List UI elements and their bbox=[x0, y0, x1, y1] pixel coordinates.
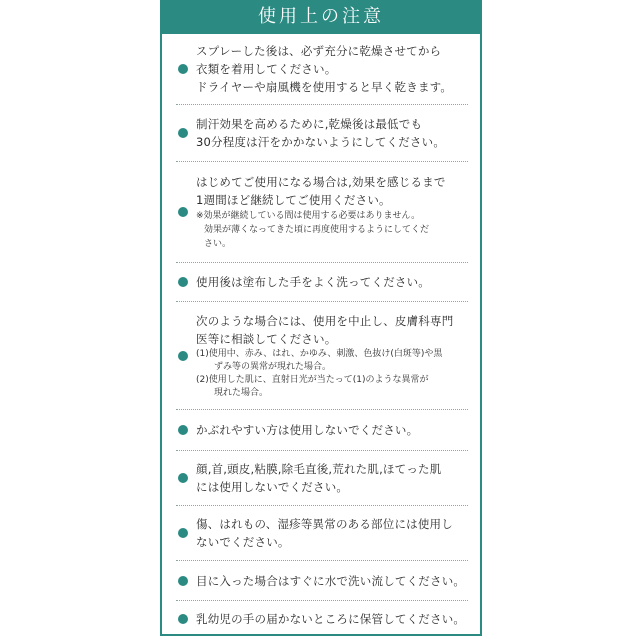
note-text: 効果が薄くなってきた頃に再度使用するようにしてくだ bbox=[204, 225, 430, 235]
bullet-icon bbox=[178, 473, 188, 483]
bullet-icon bbox=[178, 425, 188, 435]
bullet-icon bbox=[178, 64, 188, 74]
list-item: 次のような場合には、使用を中止し、皮膚科専門 医等に相談してください。 (1)使用中、赤み、はれ、かゆみ、刺激、色抜け(白斑等)や黒 ずみ等の異常が現れた場合。 (2)使用した肌に、直射日光が当たって(1)のような異常が 現れた場合。 bbox=[176, 302, 468, 410]
bullet-icon bbox=[178, 207, 188, 217]
caution-panel bbox=[160, 0, 482, 636]
bullet-icon bbox=[178, 528, 188, 538]
list-item: 目に入った場合はすぐに水で洗い流してください。 bbox=[176, 561, 468, 601]
bullet-icon bbox=[178, 576, 188, 586]
panel-title: 使用上の注意 bbox=[162, 0, 480, 34]
caution-list bbox=[162, 34, 480, 637]
list-item: 顔,首,頭皮,粘膜,除毛直後,荒れた肌,ほてった肌 には使用しないでください。 bbox=[176, 451, 468, 506]
bullet-icon bbox=[178, 277, 188, 287]
note-text: ※効果が継続している間は使用する必要はありません。 bbox=[196, 211, 421, 221]
list-item: かぶれやすい方は使用しないでください。 bbox=[176, 410, 468, 451]
sub-item: (2)使用した肌に、直射日光が当たって(1)のような異常が 現れた場合。 bbox=[196, 374, 429, 398]
bullet-icon bbox=[178, 351, 188, 361]
note-text: さい。 bbox=[204, 239, 232, 249]
list-item: 使用後は塗布した手をよく洗ってください。 bbox=[176, 263, 468, 302]
sub-item: (1)使用中、赤み、はれ、かゆみ、刺激、色抜け(白斑等)や黒 ずみ等の異常が現れた場合。 bbox=[196, 348, 443, 372]
list-item: 制汗効果を高めるために,乾燥後は最低でも 30分程度は汗をかかないようにしてください。 bbox=[176, 105, 468, 162]
bullet-icon bbox=[178, 128, 188, 138]
list-item: 乳幼児の手の届かないところに保管してください。 bbox=[176, 601, 468, 637]
bullet-icon bbox=[178, 614, 188, 624]
list-item: 傷、はれもの、湿疹等異常のある部位には使用し ないでください。 bbox=[176, 506, 468, 561]
list-item: スプレーした後は、必ず充分に乾燥させてから 衣類を着用してください。 ドライヤーや扇風機を使用すると早く乾きます。 bbox=[176, 34, 468, 105]
list-item: はじめてご使用になる場合は,効果を感じるまで 1週間ほど継続してご使用ください。 ※効果が継続している間は使用する必要はありません。 効果が薄くなってきた頃に再度使用するようにしてくだ さい。 bbox=[176, 162, 468, 263]
